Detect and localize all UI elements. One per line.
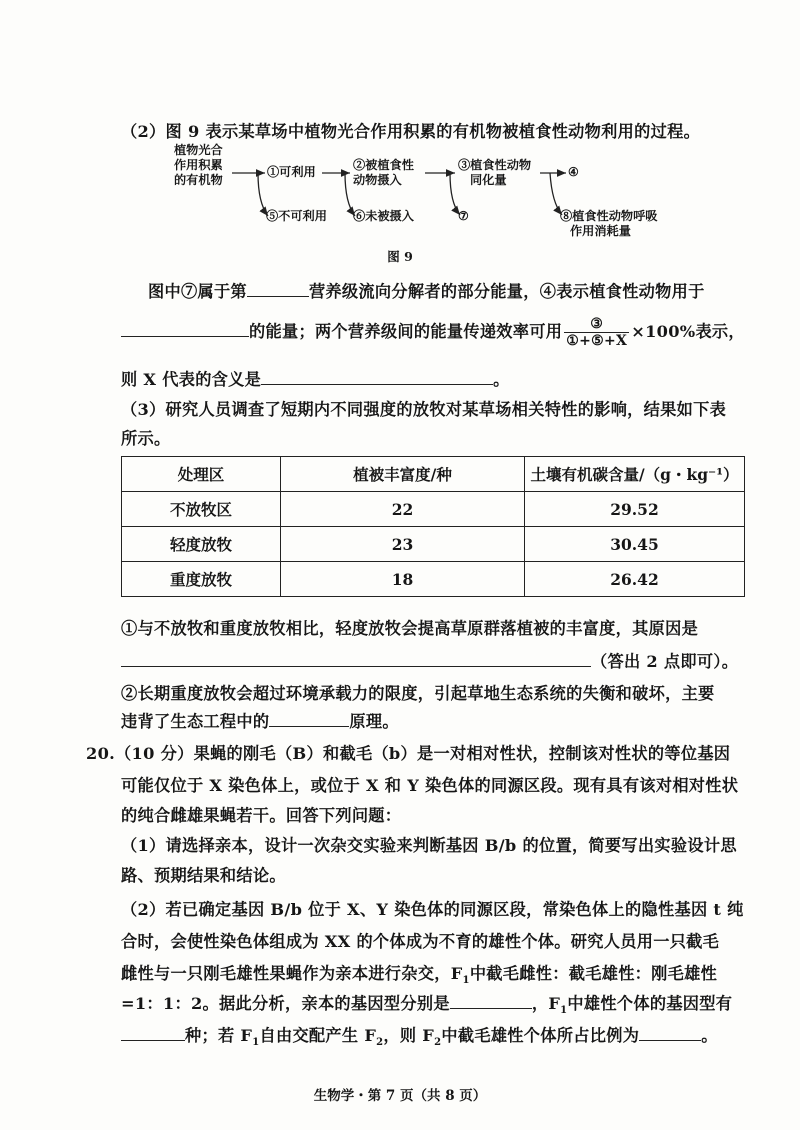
table-cell: 23 [281, 527, 525, 562]
table-cell: 22 [281, 492, 525, 527]
q19-line-a: 图中⑦属于第 营养级流向分解者的部分能量，④表示植食性动物用于 [148, 282, 705, 301]
table-cell: 不放牧区 [122, 492, 281, 527]
answer-blank-x-meaning[interactable] [261, 370, 493, 385]
figure-9-label: 图 9 [387, 249, 413, 264]
q19-sub2-line1: ②长期重度放牧会超过环境承载力的限度，引起草地生态系统的失衡和破坏，主要 [121, 684, 715, 703]
table-cell: 轻度放牧 [122, 527, 281, 562]
q20-part2-line3: 雌性与一只刚毛雄性果蝇作为亲本进行杂交，$F_1$中截毛雌性：截毛雄性：刚毛雄性 [121, 964, 718, 987]
table-row [122, 562, 745, 597]
table-header: 处理区 [122, 457, 281, 492]
flow-source: 植物光合 作用积累 的有机物 [174, 143, 223, 187]
flow-node-5: ⑤不可利用 [266, 209, 327, 223]
q19-sub1-line2: （答出 2 点即可）。 [121, 648, 738, 672]
page-footer: 生物学・第 7 页（共 8 页） [313, 1088, 487, 1104]
flow-node-2: ②被植食性 动物摄入 [353, 158, 414, 187]
answer-blank-energy-use[interactable] [121, 322, 249, 337]
table-header: 土壤有机碳含量/（g・kg⁻¹） [525, 457, 745, 492]
table-row [122, 527, 745, 562]
answer-blank-genotype-count[interactable] [121, 1026, 185, 1041]
table-header-row [122, 457, 745, 492]
q20-line1: 20.（10 分）果蝇的刚毛（B）和截毛（b）是一对相对性状，控制该对性状的等位基因 [86, 744, 731, 763]
q20-part1-line1: （1）请选择亲本，设计一次杂交实验来判断基因 B/b 的位置，简要写出实验设计思 [121, 836, 737, 855]
q19-sub2-line2: 违背了生态工程中的 原理。 [121, 712, 399, 731]
q19-part3-intro-1: （3）研究人员调查了短期内不同强度的放牧对某草场相关特性的影响，结果如下表 [121, 400, 727, 419]
flow-node-1: ①可利用 [267, 165, 316, 179]
answer-blank-reasons[interactable] [121, 652, 591, 667]
flow-node-6: ⑥未被摄入 [353, 209, 414, 223]
table-cell: 重度放牧 [122, 562, 281, 597]
q19-part3-intro-2: 所示。 [121, 429, 171, 448]
q20-part2-line1: （2）若已确定基因 B/b 位于 X、Y 染色体的同源区段，常染色体上的隐性基因 t 纯 [121, 900, 744, 919]
q20-part2-line4: =1：1：2。据此分析，亲本的基因型分别是 ，$F_1$中雄性个体的基因型有 [121, 994, 733, 1017]
answer-blank-principle[interactable] [269, 712, 349, 727]
flow-node-3: ③植食性动物 同化量 [458, 158, 532, 187]
table-row [122, 492, 745, 527]
flow-node-8: ⑧植食性动物呼吸 作用消耗量 [560, 209, 658, 238]
q19-sub1-line1: ①与不放牧和重度放牧相比，轻度放牧会提高草原群落植被的丰富度，其原因是 [121, 619, 699, 638]
transfer-efficiency-fraction: $\frac{\text{③}}{\text{①+⑤+X}}$ [566, 316, 628, 349]
answer-blank-trophic-level[interactable] [247, 282, 309, 297]
table-header: 植被丰富度/种 [281, 457, 525, 492]
figure-9-flow-diagram [170, 143, 730, 248]
q20-part2-line2: 合时，会使性染色体组成为 XX 的个体成为不育的雄性个体。研究人员用一只截毛 [121, 932, 720, 951]
q20-line2: 可能仅位于 X 染色体上，或位于 X 和 Y 染色体的同源区段。现有具有该对相对性状 [121, 776, 739, 795]
q19-line-b: 的能量；两个营养级间的能量传递效率可用 $\frac{\text{③}}{\text{①+⑤+X}}$ ×100%表示， [121, 316, 745, 349]
q19-part2-intro: （2）图 9 表示某草场中植物光合作用积累的有机物被植食性动物利用的过程。 [121, 122, 701, 141]
grazing-data-table [121, 456, 745, 597]
table-cell: 26.42 [525, 562, 745, 597]
q19-line-c: 则 X 代表的含义是 。 [121, 370, 510, 389]
q20-line3: 的纯合雌雄果蝇若干。回答下列问题： [121, 806, 402, 825]
answer-blank-parent-genotypes[interactable] [450, 994, 532, 1009]
q20-part1-line2: 路、预期结果和结论。 [121, 866, 286, 885]
table-cell: 29.52 [525, 492, 745, 527]
q20-part2-line5: 种；若 $F_1$自由交配产生 $F_2$，则 $F_2$中截毛雄性个体所占比例为 。 [121, 1022, 718, 1048]
table-cell: 30.45 [525, 527, 745, 562]
table-cell: 18 [281, 562, 525, 597]
answer-blank-ratio[interactable] [639, 1026, 701, 1041]
flow-node-7: ⑦ [458, 209, 469, 223]
flow-node-4: ④ [568, 165, 579, 179]
